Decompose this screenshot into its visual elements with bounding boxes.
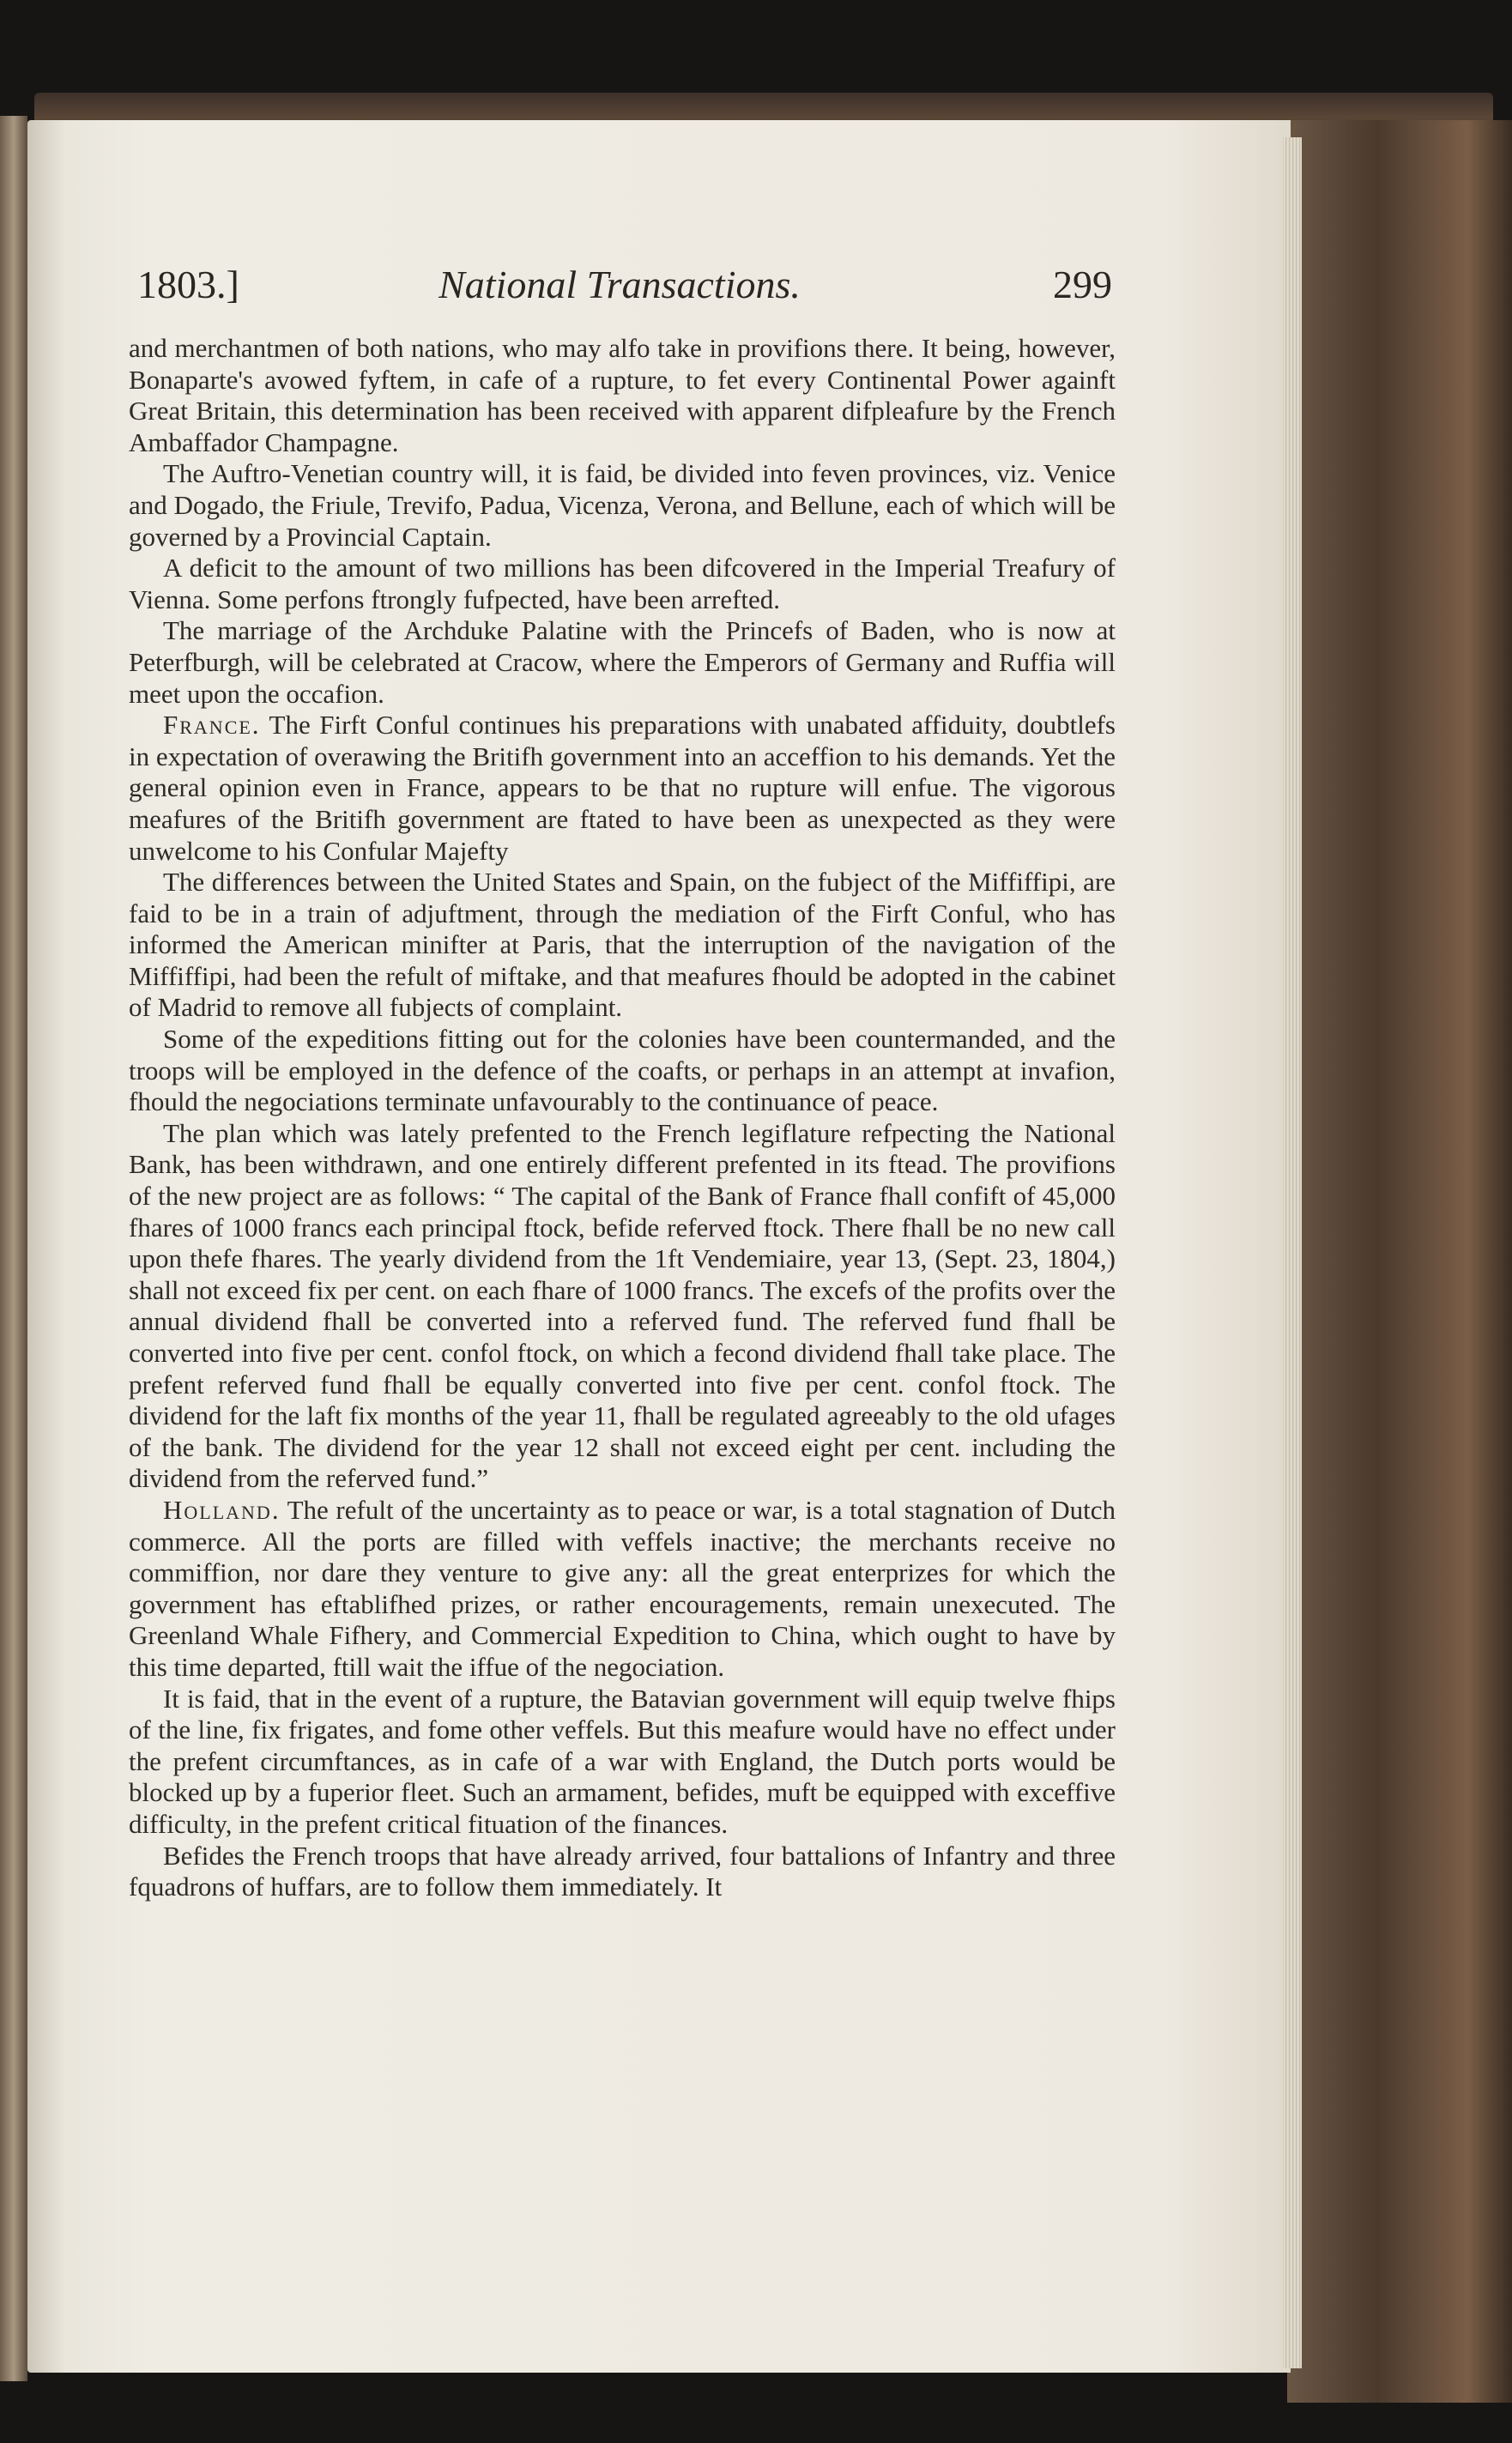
paragraph-text: Some of the expeditions fitting out for the colonies have been countermanded, and the troops will be employed in the defence of the coafts, or perhaps in an attempt at invafion, fhould the negociations terminate unfavourably to the continuance of peace.	[129, 1024, 1116, 1117]
facing-page-edge	[0, 116, 27, 2381]
paragraph-text: It is faid, that in the event of a rupture, the Batavian government will equip twelve fhips of the line, fix frigates, and fome other veffels. But this meafure would have no effect under the prefent circumftances, as in cafe of a war with England, the Dutch ports would be blocked up by a fuperior fleet. Such an armament, befides, muft be equipped with exceffive difficulty, in the prefent critical fituation of the finances.	[129, 1683, 1116, 1839]
paragraph-text: and merchantmen of both nations, who may alfo take in provifions there. It being, however, Bonaparte's avowed fyftem, in cafe of a rupture, to fet every Continental Power againft Great Britain, this determination has been received with apparent difpleafure by the French Ambaffador Champagne.	[129, 333, 1116, 457]
paragraph	[129, 1118, 1116, 1495]
paragraph	[129, 1495, 1116, 1684]
paragraph-text: The marriage of the Archduke Palatine with the Princefs of Baden, who is now at Peterfburgh, will be celebrated at Cracow, where the Emperors of Germany and Ruffia will meet upon the occafion.	[129, 615, 1116, 709]
paragraph-text: The Firft Conful continues his preparations with unabated affiduity, doubtlefs in expectation of overawing the Britifh government into an acceffion to his demands. Yet the general opinion even in France, appears to be that no rupture will enfue. The vigorous meafures of the Britifh government are ftated to have been as unexpected as they were unwelcome to his Confular Majefty	[129, 710, 1116, 866]
paragraph	[129, 1684, 1116, 1841]
paragraph-text: The refult of the uncertainty as to peace or war, is a total stagnation of Dutch commerce. All the ports are filled with veffels inactive; the merchants receive no commiffion, nor dare they venture to give any: all the great enterprizes for which the government has eftablifhed prizes, or rather encouragements, remain unexecuted. The Greenland Whale Fifhery, and Commercial Expedition to China, which ought to have by this time departed, ftill wait the iffue of the negociation.	[129, 1494, 1116, 1682]
paragraph	[129, 1024, 1116, 1118]
section-lead: Holland.	[163, 1494, 281, 1525]
paragraph-text: A deficit to the amount of two millions has been difcovered in the Imperial Treafury of Vienna. Some perfons ftrongly fufpected, have been arrefted.	[129, 553, 1116, 614]
paragraph	[129, 1841, 1116, 1903]
header-title: National Transactions.	[438, 263, 801, 306]
body-text	[129, 333, 1116, 1903]
paragraph-text: The plan which was lately prefented to the French legiflature refpecting the National Bank, has been withdrawn, and one entirely different prefented in its ftead. The provifions of the new project are as follows: “ The capital of the Bank of France fhall confift of 45,000 fhares of 1000 francs each principal ftock, befide referved ftock. There fhall be no new call upon thefe fhares. The yearly dividend from the 1ft Vendemiaire, year 13, (Sept. 23, 1804,) shall not exceed fix per cent. on each fhare of 1000 francs. The excefs of the profits over the annual dividend fhall be converted into a referved fund. The referved fund fhall be converted into five per cent. confol ftock, on which a fecond dividend fhall take place. The prefent referved fund fhall be equally converted into five per cent. confol ftock. The dividend for the laft fix months of the year 11, fhall be regulated agreeably to the old ufages of the bank. The dividend for the year 12 shall not exceed eight per cent. including the dividend from the referved fund.”	[129, 1117, 1116, 1494]
paragraph	[129, 710, 1116, 867]
book-cover-right	[1287, 120, 1512, 2403]
paragraph-text: The Auftro-Venetian country will, it is faid, be divided into feven provinces, viz. Venice and Dogado, the Friule, Trevifo, Padua, Vicenza, Verona, and Bellune, each of which will be governed by a Provincial Captain.	[129, 458, 1116, 552]
running-head	[127, 262, 1112, 313]
section-lead: France.	[163, 710, 261, 741]
paragraph	[129, 615, 1116, 710]
paragraph-text: Befides the French troops that have already arrived, four battalions of Infantry and three fquadrons of huffars, are to follow them immediately. It	[129, 1840, 1116, 1902]
header-year: 1803.]	[137, 263, 239, 306]
paragraph	[129, 333, 1116, 458]
paragraph	[129, 553, 1116, 615]
paragraph	[129, 867, 1116, 1024]
page-number: 299	[1053, 263, 1112, 306]
paragraph-text: The differences between the United States and Spain, on the fubject of the Miffiffipi, are faid to be in a train of adjuftment, through the mediation of the Firft Conful, who has informed the American minifter at Paris, that the interruption of the navigation of the Miffiffipi, had been the refult of miftake, and that meafures fhould be adopted in the cabinet of Madrid to remove all fubjects of complaint.	[129, 867, 1116, 1023]
page-edges	[1283, 137, 1302, 2368]
paragraph	[129, 458, 1116, 553]
